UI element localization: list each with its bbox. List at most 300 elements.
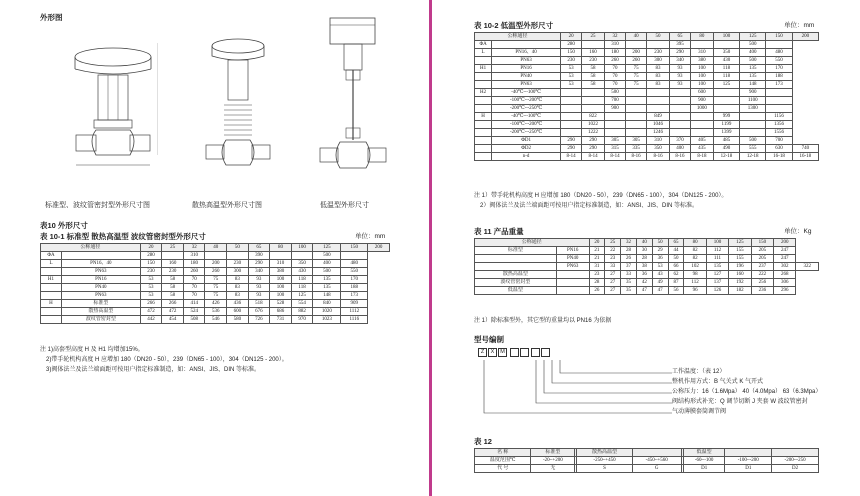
table-cell: 900 <box>740 89 766 97</box>
table-cell: 96 <box>684 287 706 295</box>
table-row <box>475 89 819 97</box>
heat-dissipation-valve-drawing <box>200 30 280 195</box>
table-cell: 44 <box>668 247 684 255</box>
table10-1-unit: 单位：mm <box>355 233 386 240</box>
table-cell: 1022 <box>582 121 605 129</box>
table-cell: -200~-250 <box>772 457 819 465</box>
table-cell: 23 <box>589 271 605 279</box>
table-cell: 公称通径 <box>475 239 590 247</box>
table-cell <box>475 97 492 105</box>
table-cell: 380 <box>691 57 714 65</box>
table-cell: D1 <box>683 465 724 473</box>
table-cell: 125 <box>713 81 739 89</box>
table-cell: 426 <box>205 300 227 308</box>
table-cell: 230 <box>561 57 582 65</box>
table-cell: 100 <box>706 239 728 247</box>
table-cell: 480 <box>766 49 792 57</box>
table-cell <box>647 105 670 113</box>
table-cell: 435 <box>691 145 714 153</box>
table-cell: 296 <box>774 287 796 295</box>
table-cell: 230 <box>140 268 162 276</box>
table-cell: -200℃~-250℃ <box>492 129 561 137</box>
table-cell: 40 <box>636 239 652 247</box>
table-cell: 335 <box>626 145 647 153</box>
table-cell <box>475 255 557 263</box>
table-cell: 280 <box>140 252 162 260</box>
table-cell: 230 <box>582 57 605 65</box>
table-cell: 62 <box>668 271 684 279</box>
table-cell: PN40 <box>492 73 561 81</box>
table-cell: 100 <box>691 65 714 73</box>
table-cell: 340 <box>248 268 270 276</box>
table-cell: 290 <box>582 145 605 153</box>
model-letter: Z <box>478 348 487 357</box>
table-cell <box>740 129 766 137</box>
table-cell <box>691 41 714 49</box>
table-cell: 485 <box>713 137 739 145</box>
table-cell: 70 <box>604 81 625 89</box>
table-cell <box>561 97 582 105</box>
table-cell <box>725 449 772 457</box>
table-cell: 30 <box>636 247 652 255</box>
table-cell <box>556 279 589 287</box>
table-cell <box>691 129 714 137</box>
table-cell: PN63 <box>492 81 561 89</box>
table-cell: 256 <box>751 279 773 287</box>
table-cell: 160 <box>162 260 184 268</box>
table-row <box>475 121 819 129</box>
table-cell: 524 <box>183 308 205 316</box>
table-cell: 49 <box>652 279 668 287</box>
note-3: 3)阀体法兰及法兰端面距可按用户指定标准制造，如：ANSI、JIS、DIN 等标准。 <box>46 367 261 373</box>
table-cell: 标准型 <box>61 300 140 308</box>
table-row <box>475 263 819 271</box>
table-cell: 686 <box>270 308 292 316</box>
table-cell: 390 <box>248 252 270 260</box>
table-cell: 53 <box>652 263 668 271</box>
table-cell: 100 <box>270 284 292 292</box>
table-cell: 75 <box>205 276 227 284</box>
table-cell: 1246 <box>647 129 670 137</box>
table-cell: 47 <box>652 287 668 295</box>
table-cell: 8-14 <box>582 153 605 161</box>
table-cell: 400 <box>740 49 766 57</box>
table-cell: 500 <box>313 268 341 276</box>
table-cell: 290 <box>669 49 690 57</box>
table-cell: H <box>475 113 492 121</box>
table-cell: 126 <box>706 287 728 295</box>
table-cell: 53 <box>140 292 162 300</box>
table-cell: 310 <box>183 252 205 260</box>
table-cell: 500 <box>740 137 766 145</box>
table-cell: 42 <box>636 279 652 287</box>
table-cell: 93 <box>669 73 690 81</box>
table-cell <box>626 105 647 113</box>
table-cell: 472 <box>140 308 162 316</box>
note-2: 2)带手轮机构高度 H 应增加 180（DN20 - 50），239（DN65 - 100），304（DN125 - 200）。 <box>46 357 288 363</box>
table-cell: 111 <box>706 255 728 263</box>
table10-title: 表10 外形尺寸 <box>40 221 88 230</box>
table-cell <box>475 145 492 153</box>
table-cell: 53 <box>561 73 582 81</box>
table-cell: 340 <box>669 57 690 65</box>
table-cell: 低温型 <box>475 287 557 295</box>
table-cell: 173 <box>766 81 792 89</box>
caption-heat: 散热高温型外形尺寸图 <box>192 202 262 209</box>
table-cell: -40℃~-100℃ <box>492 89 561 97</box>
table-cell: 230 <box>227 260 249 268</box>
table-cell: 53 <box>140 276 162 284</box>
table-cell <box>604 113 625 121</box>
table-cell: -200℃~-250℃ <box>492 105 561 113</box>
table-cell: 630 <box>766 145 792 153</box>
table-cell <box>162 252 184 260</box>
model-line-2: 整机作用方式：B 气关式 K 气开式 <box>672 379 764 385</box>
table-cell <box>582 105 605 113</box>
table-cell: 135 <box>313 284 341 292</box>
table-cell: 200 <box>205 260 227 268</box>
table-header-row <box>41 244 390 252</box>
table-cell: 26 <box>589 287 605 295</box>
table-cell <box>669 113 690 121</box>
table-cell: 93 <box>248 276 270 284</box>
low-temperature-valve-drawing <box>310 10 395 190</box>
table-cell: 500 <box>740 57 766 65</box>
table-cell: 70 <box>183 284 205 292</box>
table-cell: 310 <box>647 137 670 145</box>
table-cell: H1 <box>41 276 62 284</box>
table-cell: S <box>577 465 632 473</box>
table-cell: 442 <box>140 316 162 324</box>
table-cell: 98 <box>684 271 706 279</box>
table-cell: ΦA <box>41 252 62 260</box>
table-cell <box>561 89 582 97</box>
table-cell <box>713 105 739 113</box>
table-cell: 8-18 <box>691 153 714 161</box>
table-cell: 1556 <box>766 129 792 137</box>
table-cell: 125 <box>291 292 313 300</box>
table-row <box>41 252 390 260</box>
table-row <box>475 145 819 153</box>
table-cell: 50 <box>668 255 684 263</box>
table-cell: 21 <box>589 255 605 263</box>
table-cell: 代 号 <box>475 465 531 473</box>
table-cell: 100 <box>270 292 292 300</box>
table-cell: 137 <box>706 279 728 287</box>
table-cell <box>561 129 582 137</box>
table-cell: 20 <box>140 244 162 252</box>
table-cell: 93 <box>248 284 270 292</box>
table-cell: 192 <box>729 279 751 287</box>
table10-1-title: 表 10-1 标准型 散热高温型 波纹管密封型外形尺寸 <box>40 232 206 241</box>
table-cell: H <box>41 300 62 308</box>
table-cell: H1 <box>475 65 492 73</box>
table-cell: 454 <box>162 316 184 324</box>
table-cell: 75 <box>205 292 227 300</box>
table-cell: 740 <box>792 145 818 153</box>
table-cell: 555 <box>740 145 766 153</box>
table-cell: 822 <box>582 113 605 121</box>
table-cell: 999 <box>713 113 739 121</box>
table-cell: 266 <box>162 300 184 308</box>
table-cell: 25 <box>582 33 605 41</box>
table-row <box>475 113 819 121</box>
table-cell: 222 <box>751 271 773 279</box>
table-row <box>475 279 819 287</box>
table-cell: 32 <box>604 33 625 41</box>
table-cell: 66 <box>668 263 684 271</box>
table-row <box>41 308 390 316</box>
table-cell: 290 <box>582 137 605 145</box>
table-cell: 200 <box>774 239 796 247</box>
table-cell: 29 <box>652 247 668 255</box>
note-10-2-1: 注 1）带手轮机构高度 H 应增加 180（DN20 - 50），239（DN65 - 100），304（DN125 - 200）。 <box>474 193 728 199</box>
table-cell: PN16 <box>492 65 561 73</box>
table-cell: 300 <box>647 57 670 65</box>
table-row <box>475 465 819 473</box>
table-cell: 118 <box>291 276 313 284</box>
dimension-table-10-2 <box>474 32 819 161</box>
table-cell: 1156 <box>766 113 792 121</box>
model-slot <box>520 348 529 357</box>
table-cell: 65 <box>248 244 270 252</box>
table-row <box>475 137 819 145</box>
table-cell: 1023 <box>313 316 341 324</box>
table-cell <box>766 105 792 113</box>
table-cell: 35 <box>621 287 637 295</box>
table-cell: 43 <box>652 271 668 279</box>
table-cell: 58 <box>162 284 184 292</box>
table-cell: 247 <box>774 255 796 263</box>
table-cell: 100 <box>691 73 714 81</box>
table-cell: 182 <box>729 287 751 295</box>
model-line-3: 公称压力：16（1.6Mpa） 40（4.0Mpa） 63（6.3Mpa） <box>672 389 822 395</box>
table-cell: 70 <box>183 292 205 300</box>
table-cell: 50 <box>227 244 249 252</box>
table-cell: 310 <box>270 260 292 268</box>
table-cell: 150 <box>341 244 368 252</box>
table-cell <box>270 252 292 260</box>
table-row <box>475 57 819 65</box>
table-cell: 标准型 <box>531 449 575 457</box>
table-cell <box>766 41 792 49</box>
table-cell: 75 <box>626 73 647 81</box>
table-cell: 260 <box>626 57 647 65</box>
table-cell: 93 <box>248 292 270 300</box>
table-cell: 82 <box>684 247 706 255</box>
table-cell: 温度范围℃ <box>475 457 531 465</box>
table-cell <box>41 308 62 316</box>
table-cell: 26 <box>621 255 637 263</box>
table-cell: 8-14 <box>561 153 582 161</box>
table-row <box>475 97 819 105</box>
table-cell: 47 <box>636 287 652 295</box>
table-cell: 546 <box>205 316 227 324</box>
table-cell: 32 <box>183 244 205 252</box>
table-cell <box>227 252 249 260</box>
table-cell: 公称通径 <box>41 244 141 252</box>
table-cell: 322 <box>796 263 819 271</box>
table-cell <box>691 113 714 121</box>
table-cell: 268 <box>774 271 796 279</box>
table-cell: -100℃~-200℃ <box>492 121 561 129</box>
table-cell: 56 <box>668 287 684 295</box>
table-row <box>41 316 390 324</box>
table-cell <box>475 105 492 113</box>
note-11: 注 1）除标准型外，其它型的重量均以 PN16 为依据 <box>474 318 612 324</box>
caption-low-temp: 低温型外形尺寸 <box>320 202 369 209</box>
table-cell <box>561 105 582 113</box>
table-cell: 170 <box>766 65 792 73</box>
table-row <box>475 129 819 137</box>
table-cell: 580 <box>227 316 249 324</box>
table-cell: 100 <box>270 276 292 284</box>
table-cell: 82 <box>684 255 706 263</box>
table-cell: 25 <box>162 244 184 252</box>
table-cell: 200 <box>368 244 390 252</box>
table-cell: 400 <box>669 145 690 153</box>
table-cell <box>291 252 313 260</box>
table-cell: 8-16 <box>647 153 670 161</box>
model-line-1: 工作温度：（表 12） <box>672 369 726 375</box>
table-cell: 306 <box>774 279 796 287</box>
model-line-5: 气动薄膜套筒调节阀 <box>672 409 727 415</box>
table-cell: 405 <box>691 137 714 145</box>
table-row <box>475 105 819 113</box>
table-cell: 65 <box>669 33 690 41</box>
model-letter: M <box>498 348 507 357</box>
table-cell: 16-18 <box>766 153 792 161</box>
table-cell: ΦD2 <box>492 145 561 153</box>
table-cell: 300 <box>227 268 249 276</box>
table-cell: 1300 <box>740 105 766 113</box>
table-cell: 200 <box>792 33 818 41</box>
table-cell: 50 <box>647 33 670 41</box>
table-cell: -250~+450 <box>577 457 632 465</box>
table-cell <box>691 121 714 129</box>
table-cell: -60~-100 <box>683 457 724 465</box>
table12-title: 表 12 <box>474 437 492 446</box>
table-cell: 430 <box>291 268 313 276</box>
table-cell <box>772 449 819 457</box>
table-cell: H2 <box>475 89 492 97</box>
table-cell: 900 <box>691 97 714 105</box>
table-cell <box>604 121 625 129</box>
table-cell <box>561 121 582 129</box>
table-cell: 370 <box>669 137 690 145</box>
table-cell: 1356 <box>766 121 792 129</box>
table-cell: 188 <box>766 73 792 81</box>
model-slot <box>531 348 540 357</box>
table-row <box>41 300 390 308</box>
table-cell <box>475 137 492 145</box>
table-cell: 23 <box>605 255 621 263</box>
table-row <box>41 284 390 292</box>
table-row <box>475 271 819 279</box>
table-row <box>41 268 390 276</box>
table-cell <box>626 129 647 137</box>
table-cell: 500 <box>604 89 625 97</box>
table-cell: 260 <box>183 268 205 276</box>
table-cell: 100 <box>291 244 313 252</box>
table-cell <box>205 252 227 260</box>
table-cell: D2 <box>772 465 819 473</box>
table-cell <box>766 97 792 105</box>
table-header-row <box>475 239 819 247</box>
table-cell: PN63 <box>556 263 589 271</box>
table-row <box>41 260 390 268</box>
table-row <box>475 81 819 89</box>
model-heading: 型号编制 <box>474 335 504 344</box>
table-cell: 200 <box>626 49 647 57</box>
table-cell: 205 <box>751 247 773 255</box>
table-cell: 102 <box>684 263 706 271</box>
model-line-4: 阀结构形式补充：Q 调节切断 J 夹套 W 波纹管密封 <box>672 399 808 405</box>
table-cell <box>475 129 492 137</box>
table-cell: 83 <box>227 284 249 292</box>
table-cell: 315 <box>604 145 625 153</box>
table-cell <box>475 121 492 129</box>
table-cell: 1000 <box>691 105 714 113</box>
table-cell: 83 <box>647 81 670 89</box>
table-cell: 33 <box>605 263 621 271</box>
table-cell: 230 <box>647 49 670 57</box>
table-cell: 180 <box>183 260 205 268</box>
table-cell: -20~+200 <box>531 457 575 465</box>
table10-2-title: 表 10-2 低温型外形尺寸 <box>474 21 554 30</box>
table-cell: 125 <box>740 33 766 41</box>
table-cell: -100℃~-200℃ <box>492 97 561 105</box>
table-cell: 58 <box>162 292 184 300</box>
table-cell: 8-16 <box>669 153 690 161</box>
table-cell: PN40 <box>556 255 589 263</box>
table-cell <box>604 129 625 137</box>
caption-standard: 标准型、波纹管密封型外形尺寸图 <box>45 202 150 209</box>
table-cell: 260 <box>205 268 227 276</box>
table-cell: 205 <box>751 255 773 263</box>
table-cell: 550 <box>766 57 792 65</box>
table-cell: 550 <box>341 268 368 276</box>
table-cell: 148 <box>313 292 341 300</box>
table-cell: 554 <box>291 300 313 308</box>
table-cell: 27 <box>605 287 621 295</box>
dimension-table-10-1 <box>40 243 390 324</box>
table-cell: 170 <box>341 276 368 284</box>
table-cell: -40℃~-100℃ <box>492 113 561 121</box>
table-row <box>475 287 819 295</box>
table-cell: 93 <box>669 81 690 89</box>
table-row <box>475 247 819 255</box>
table-cell: 58 <box>582 65 605 73</box>
table-cell: 70 <box>604 73 625 81</box>
table-cell: 155 <box>729 255 751 263</box>
table-cell <box>341 252 368 260</box>
table-cell: 150 <box>140 260 162 268</box>
model-slot <box>541 348 550 357</box>
table-cell: 28 <box>621 247 637 255</box>
table-cell: 散热高温型 <box>577 449 632 457</box>
table-cell: 40 <box>626 33 647 41</box>
table-cell <box>647 89 670 97</box>
right-page <box>432 0 860 496</box>
table-cell: 58 <box>582 81 605 89</box>
table-cell: 80 <box>691 33 714 41</box>
table-cell: 36 <box>652 255 668 263</box>
table-cell: 726 <box>248 316 270 324</box>
model-slot <box>510 348 519 357</box>
table-cell: 400 <box>313 260 341 268</box>
table-cell: 472 <box>162 308 184 316</box>
